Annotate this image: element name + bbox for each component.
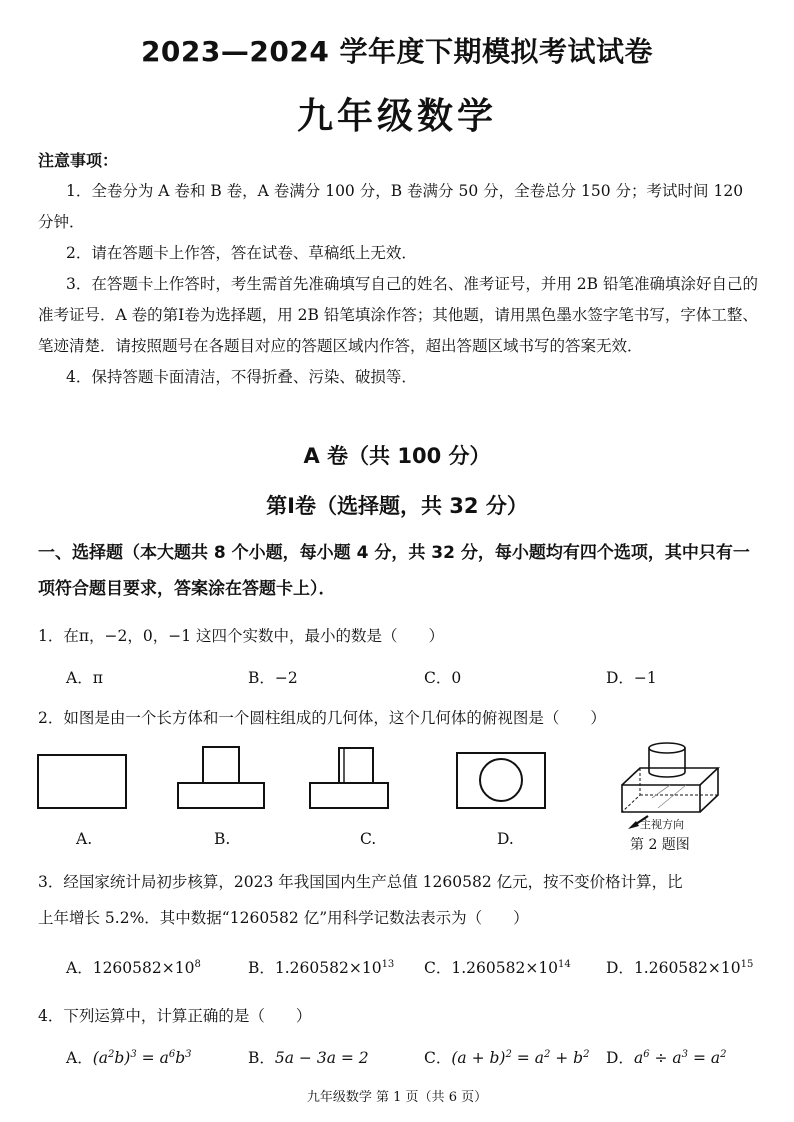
option-d: D．$1.260582\times 10^{15}$ [606,958,754,977]
question-3-stem-line2: 上年增长 5.2%．其中数据“1260582 亿”用科学记数法表示为（ ） [38,909,529,927]
figure-c-label: C. [360,830,377,848]
notice-item: 4．保持答题卡面清洁，不得折叠、污染、破损等． [66,368,417,386]
figure-d-label: D. [497,830,514,848]
notice-heading: 注意事项： [38,151,119,170]
figure-a-rectangle [38,755,126,808]
notice-item: 3．在答题卡上作答时，考生需首先准确填写自己的姓名、准考证号，并用 2B 铅笔准确填涂好自己的准考证号．A 卷的第Ⅰ卷为选择题，用 2B 铅笔填涂作答；其他题，请用黑色墨水签字笔书写，字体工整、笔迹清楚．请按照题号在各题目对应的答题区域内作答，超出答题区域书写的答案无效． [38,275,758,355]
option-d: D．−1 [606,669,657,687]
question-1-stem: 1．在π，−2，0，−1 这四个实数中，最小的数是（ ） [38,627,445,645]
option-c: C．$(a + b)^2 = a^2 + b^2$ [424,1048,590,1067]
option-a: A．$1260582\times 10^8$ [66,958,201,977]
option-a: A．$(a^2b)^3 = a^6b^3$ [66,1048,192,1067]
section-1-heading: 第Ⅰ卷（选择题，共 32 分） [266,494,528,518]
figure-b-label: B. [214,830,231,848]
option-b: B．5a − 3a = 2 [248,1049,369,1067]
option-c: C．0 [424,669,462,687]
notice-item: 2．请在答题卡上作答，答在试卷、草稿纸上无效． [66,244,417,262]
question-3-stem-line1: 3．经国家统计局初步核算，2023 年我国国内生产总值 1260582 亿元，按不变价格计算，比 [38,873,683,891]
notice-item: 1．全卷分为 A 卷和 B 卷，A 卷满分 100 分，B 卷满分 50 分，全卷总分 150 分；考试时间 120 分钟． [38,182,744,231]
option-a: A．π [66,669,103,687]
option-b: B．$1.260582\times 10^{13}$ [248,958,395,977]
option-b: B．−2 [248,669,298,687]
figure-c-shape [310,748,388,808]
question-2-stem: 2．如图是由一个长方体和一个圆柱组成的几何体，这个几何体的俯视图是（ ） [38,709,606,727]
figure-b-shape [178,747,264,808]
figure-d-circle [480,759,522,801]
solid-figure [622,743,718,812]
option-c: C．$1.260582\times 10^{14}$ [424,958,571,977]
section-a-heading: A 卷（共 100 分） [303,444,491,468]
question-4-stem: 4．下列运算中，计算正确的是（ ） [38,1007,312,1025]
exam-title: 2023—2024 学年度下期模拟考试试卷 [140,35,654,68]
figure-d-rectangle [457,753,545,808]
subject-title: 九年级数学 [296,96,497,137]
page-footer: 九年级数学 第 1 页（共 6 页） [306,1090,488,1105]
notice-list [38,176,758,393]
option-d: D．$a^6 \div a^3 = a^2$ [606,1048,727,1067]
figure-caption: 第 2 题图 [630,837,690,853]
figure-a-label: A. [76,830,93,848]
part1-heading: 一、选择题（本大题共 8 个小题，每小题 4 分，共 32 分，每小题均有四个选项，其中只有一项符合题目要求，答案涂在答题卡上）． [38,543,750,599]
view-direction-label: 主视方向 [640,818,684,831]
